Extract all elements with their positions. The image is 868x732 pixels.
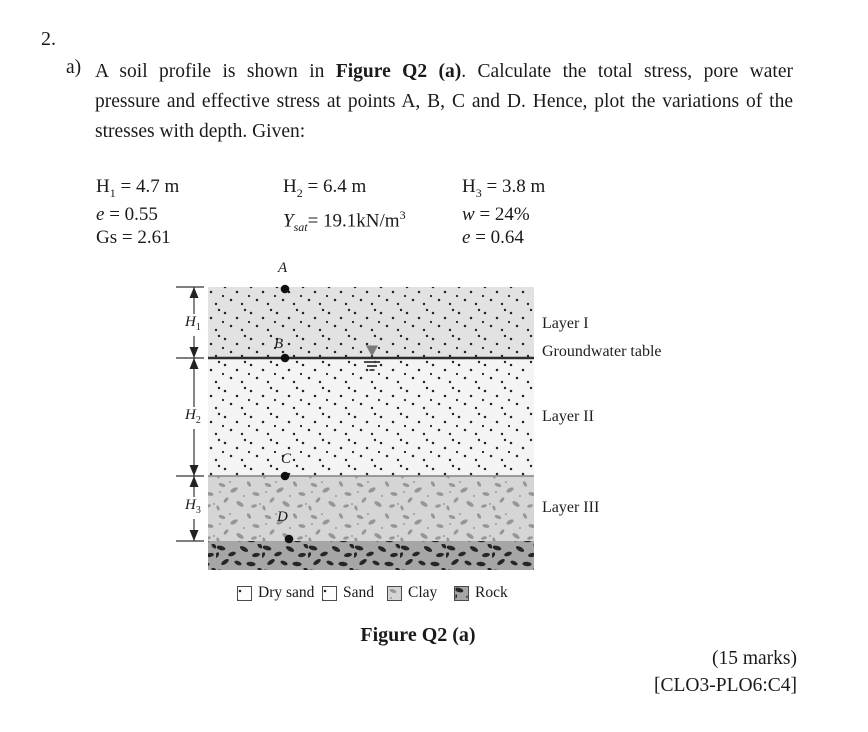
layer3-texture bbox=[208, 476, 534, 541]
given-h3: $H_3 = 3.8$ m bbox=[462, 176, 546, 200]
rock-swatch-icon bbox=[454, 586, 469, 601]
figure-reference: Figure Q2 (a) bbox=[335, 61, 462, 82]
rock-texture bbox=[208, 541, 534, 570]
point-a-dot bbox=[281, 285, 290, 294]
legend-item-rock bbox=[454, 584, 508, 602]
legend-label: Rock bbox=[475, 584, 508, 601]
question-text bbox=[95, 57, 793, 147]
h1-dimension-label: $H_1$ bbox=[183, 314, 203, 336]
line1-pre: A soil profile is shown in bbox=[95, 61, 336, 82]
sand-swatch-icon bbox=[322, 586, 337, 601]
legend-label: Clay bbox=[408, 584, 438, 601]
given-h2: $H_2 = 6.4$ m bbox=[283, 176, 367, 200]
given-gamma-sat: $\Upsilon_{sat}= 19.1kN/m^3$ bbox=[283, 208, 406, 235]
layer-i-label: Layer I bbox=[542, 315, 589, 332]
given-column-3 bbox=[462, 176, 545, 249]
layer-iii-label: Layer III bbox=[542, 499, 600, 516]
point-d-label: D bbox=[277, 509, 288, 525]
layer-ii-label: Layer II bbox=[542, 408, 594, 425]
legend-label: Sand bbox=[343, 584, 374, 601]
soil-profile-diagram bbox=[170, 256, 550, 576]
h3-dimension-label: $H_3$ bbox=[183, 497, 203, 519]
legend-item-dry-sand bbox=[237, 584, 314, 602]
point-c-label: C bbox=[281, 451, 292, 467]
figure-caption: Figure Q2 (a) bbox=[360, 624, 476, 646]
given-w: w = 24% bbox=[462, 204, 530, 226]
point-b-dot bbox=[281, 354, 290, 363]
legend-label: Dry sand bbox=[258, 584, 315, 601]
question-number: 2. bbox=[41, 28, 56, 50]
question-text-line3: stresses with depth. Given: bbox=[95, 121, 306, 142]
clay-swatch-icon bbox=[387, 586, 402, 601]
legend-item-clay bbox=[387, 584, 437, 602]
given-column-1 bbox=[96, 176, 179, 249]
point-b-label: B bbox=[274, 336, 284, 352]
marks-label: (15 marks) bbox=[711, 648, 797, 669]
given-h1: $H_1 = 4.7$ m bbox=[96, 176, 180, 200]
dry-sand-swatch-icon bbox=[237, 586, 252, 601]
given-e1: e = 0.55 bbox=[96, 204, 158, 226]
question-text-line2: pressure and effective stress at points A, B, C and D. Hence, plot the variations of the bbox=[95, 91, 793, 112]
question-text-line1 bbox=[95, 57, 793, 87]
given-e2: e = 0.64 bbox=[462, 226, 524, 248]
line1-post: . Calculate the total stress, pore water bbox=[461, 61, 793, 82]
marks-block bbox=[654, 645, 797, 699]
part-label: a) bbox=[66, 57, 82, 78]
legend-item-sand bbox=[322, 584, 374, 602]
point-a-label: A bbox=[278, 260, 288, 276]
point-d-dot bbox=[285, 535, 294, 544]
layer2-texture bbox=[208, 358, 534, 476]
outcome-code-label: [CLO3-PLO6:C4] bbox=[654, 675, 797, 696]
point-c-dot bbox=[281, 472, 290, 481]
h2-dimension-label: $H_2$ bbox=[183, 407, 203, 429]
groundwater-table-label: Groundwater table bbox=[542, 343, 662, 360]
given-column-2 bbox=[283, 176, 406, 239]
given-gs: Gs = 2.61 bbox=[96, 226, 171, 248]
